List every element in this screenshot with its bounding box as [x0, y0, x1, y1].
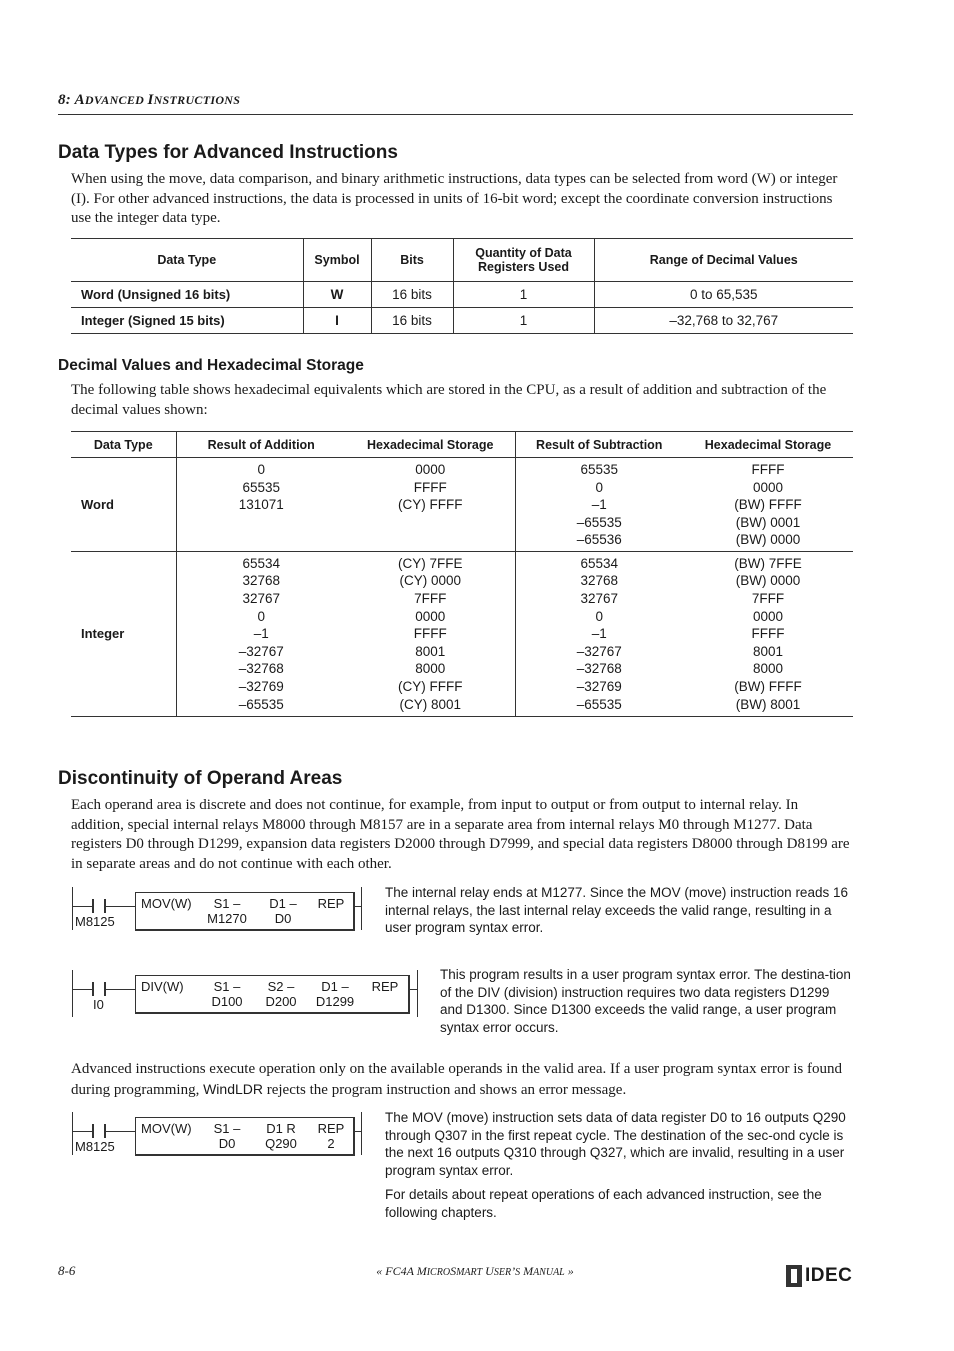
table-row [71, 282, 853, 308]
chapter-number: 8: [58, 92, 75, 108]
table-cell [346, 458, 515, 552]
table-cell: 1 [453, 308, 594, 334]
contact-label: M8125 [75, 1139, 115, 1154]
paragraph-text: Advanced instructions execute operation only on the available operands in the valid area. If a user program syntax error is found during programming, [71, 1061, 842, 1098]
cell-line: –32767 [576, 643, 622, 659]
table-row-word [71, 458, 853, 552]
cell-line: –1 [591, 626, 607, 642]
table-cell: 0 to 65,535 [594, 282, 853, 308]
ladder-wire [106, 906, 135, 907]
contact-label: M8125 [75, 914, 115, 929]
manual-title-part: ’ [511, 1264, 516, 1278]
cell-line: 7FFF [414, 591, 447, 607]
chapter-title-part: NSTRUCTIONS [153, 93, 241, 107]
contact-label: I0 [93, 997, 104, 1012]
cell-line: –1 [253, 626, 269, 642]
column-header: Range of Decimal Values [594, 239, 853, 282]
cell-line: –65535 [576, 514, 622, 530]
instruction-mnemonic: MOV(W) [141, 896, 192, 911]
cell-line: –32767 [238, 643, 284, 659]
logo-mark-cutout [791, 1269, 797, 1283]
cell-line: –1 [591, 497, 607, 513]
table-cell: Word [71, 458, 176, 552]
ladder-wire [72, 1131, 92, 1132]
operand-label: S1 – [213, 896, 241, 911]
cell-line: 0000 [752, 608, 784, 624]
ladder-note: The internal relay ends at M1277. Since the MOV (move) instruction reads 16 internal relays, the last internal relay exceeds the valid range, resulting in a user program syntax error. [385, 885, 848, 936]
manual-title-part: « FC4A M [376, 1264, 427, 1278]
chapter-title-part: A [74, 92, 85, 108]
manual-title [330, 1264, 620, 1279]
manual-title-part: M [520, 1264, 534, 1278]
operand-value: D0 [274, 911, 292, 926]
hex-storage-table [71, 431, 853, 717]
table-cell: –32,768 to 32,767 [594, 308, 853, 334]
manual-title-part: » [564, 1264, 574, 1278]
section-paragraph: Each operand area is discrete and does not continue, for example, from input to output or from output to internal relay. In addition, special internal relays M8000 through M8157 are in a separate area from internal relays M0 through M1277. Data registers D0 through D1299, expansion data registers D2000 through D7999, and special data registers D8000 through D8199 are in separate areas and do not continue with each other. [71, 797, 850, 872]
repeat-label: REP [317, 1121, 345, 1136]
ladder-note: This program results in a user program syntax error. The destina-tion of the DIV (division) instruction requires two data registers D1299 and D1300. Since D1300 exceeds the valid range, a user program syntax error occurs. [440, 967, 851, 1035]
table-header-row [71, 432, 853, 458]
operand-label: D1 R [266, 1121, 296, 1136]
manual-title-part: ICRO [426, 1267, 451, 1278]
power-rail [72, 1112, 73, 1155]
table-cell [176, 552, 346, 717]
column-header: Quantity of Data Registers Used [453, 239, 594, 282]
operand-value: D200 [265, 994, 297, 1009]
operand-label: S1 – [213, 1121, 241, 1136]
table-cell: 1 [453, 282, 594, 308]
cell-line: –32769 [238, 678, 284, 694]
cell-line: (CY) 8001 [399, 696, 462, 712]
repeat-label: REP [317, 896, 345, 911]
power-rail [72, 887, 73, 930]
cell-line: 32768 [580, 573, 619, 589]
power-rail [72, 970, 73, 1017]
table-cell: I [303, 308, 371, 334]
operand-value: D0 [218, 1136, 236, 1151]
cell-line: 0000 [415, 608, 446, 624]
ladder-note: For details about repeat operations of each advanced instruction, see the following chapters. [385, 1187, 822, 1220]
cell-line: (BW) 8001 [735, 696, 801, 712]
operand-label: S1 – [213, 979, 241, 994]
cell-line: 131071 [238, 497, 284, 513]
column-header: Data Type [71, 432, 176, 458]
ladder-wire [354, 1131, 361, 1132]
manual-title-part: S [515, 1267, 521, 1278]
column-header: Result of Addition [176, 432, 346, 458]
column-header: Data Type [71, 239, 303, 282]
cell-line: 0 [257, 462, 265, 477]
cell-line: –65535 [238, 696, 284, 712]
table-cell [515, 552, 683, 717]
cell-line: 0000 [415, 462, 446, 477]
cell-line: (CY) 7FFE [397, 555, 463, 571]
operand-label: D1 – [269, 896, 297, 911]
instruction-box [135, 1117, 355, 1156]
cell-line: (CY) FFFF [398, 497, 463, 513]
column-header: Hexadecimal Storage [346, 432, 515, 458]
table-cell: 16 bits [371, 308, 453, 334]
cell-line: (BW) FFFF [734, 678, 802, 694]
instruction-mnemonic: DIV(W) [141, 979, 184, 994]
cell-line: (CY) 0000 [399, 573, 462, 589]
cell-line: (BW) 0000 [735, 532, 801, 548]
cell-line: 32767 [242, 591, 281, 607]
cell-line: 32767 [580, 591, 619, 607]
operand-value: D100 [211, 994, 243, 1009]
cell-line: FFFF [413, 479, 447, 495]
ladder-wire [72, 906, 92, 907]
table-cell: Integer (Signed 15 bits) [71, 308, 303, 334]
table-cell [346, 552, 515, 717]
table-cell: W [303, 282, 371, 308]
cell-line: 8001 [752, 643, 784, 659]
contact-bar [92, 899, 94, 913]
idec-logo [786, 1265, 854, 1287]
table-header-row [71, 239, 853, 282]
cell-line: 0000 [752, 479, 784, 495]
manual-title-part: SER [493, 1267, 512, 1278]
section-paragraph [71, 1060, 853, 1100]
instruction-mnemonic: MOV(W) [141, 1121, 192, 1136]
table-row-integer [71, 552, 853, 717]
paragraph-text: rejects the program instruction and shows an error message. [262, 1081, 627, 1098]
instruction-box [135, 892, 355, 931]
cell-line: –32769 [576, 678, 622, 694]
header-rule [58, 114, 853, 115]
cell-line: –32768 [238, 661, 284, 677]
table-row [71, 308, 853, 334]
cell-line: (BW) 0000 [735, 573, 801, 589]
cell-line: 65534 [580, 555, 619, 571]
cell-line: 32768 [242, 573, 281, 589]
cell-line: FFFF [751, 626, 785, 642]
table-cell: Word (Unsigned 16 bits) [71, 282, 303, 308]
column-header: Result of Subtraction [515, 432, 683, 458]
cell-line: 8000 [752, 661, 784, 677]
ladder-wire [106, 989, 135, 990]
operand-value: Q290 [265, 1136, 297, 1151]
cell-line: (BW) 7FFE [734, 555, 802, 571]
cell-line: FFFF [751, 462, 785, 477]
repeat-label: REP [371, 979, 399, 994]
section-title-data-types: Data Types for Advanced Instructions [58, 142, 398, 163]
cell-line: –65536 [576, 532, 622, 548]
ladder-wire [72, 989, 92, 990]
data-types-table [71, 238, 853, 334]
manual-title-part: U [482, 1264, 494, 1278]
cell-line: (CY) FFFF [398, 678, 463, 694]
power-rail [361, 887, 362, 930]
power-rail [361, 1112, 362, 1155]
section-title-decimal-hex: Decimal Values and Hexadecimal Storage [58, 357, 364, 374]
chapter-header [58, 92, 240, 109]
table-cell: 16 bits [371, 282, 453, 308]
cell-line: –32768 [576, 661, 622, 677]
cell-line: 7FFF [751, 591, 785, 607]
manual-title-part: MART [456, 1267, 483, 1278]
cell-line: FFFF [413, 626, 447, 642]
manual-title-part: S [450, 1264, 457, 1278]
cell-line: (BW) FFFF [734, 497, 802, 513]
cell-line: 0 [257, 608, 265, 624]
operand-value: M1270 [207, 911, 247, 926]
cell-line: 65534 [242, 555, 281, 571]
ladder-wire [354, 906, 361, 907]
cell-line: 0 [595, 479, 603, 495]
cell-line: 8000 [415, 661, 446, 677]
table-cell [683, 552, 853, 717]
operand-value: D1299 [315, 994, 355, 1009]
column-header: Symbol [303, 239, 371, 282]
cell-line: 65535 [580, 462, 619, 477]
manual-title-part: ANUAL [533, 1267, 565, 1278]
column-header: Bits [371, 239, 453, 282]
section-paragraph: The following table shows hexadecimal equivalents which are stored in the CPU, as a result of addition and subtraction of the decimal values shown: [71, 382, 827, 418]
cell-line: 8001 [415, 643, 446, 659]
ladder-note: The MOV (move) instruction sets data of data register D0 to 16 outputs Q290 through Q307 in the first repeat cycle. The destination of the sec-ond cycle is the next 16 outputs Q310 through Q327, which are invalid, resulting in a user program syntax error. [385, 1110, 846, 1178]
software-name: WindLDR [203, 1080, 263, 1097]
ladder-wire [106, 1131, 135, 1132]
chapter-title-part: I [147, 92, 154, 108]
logo-text: IDEC [805, 1265, 853, 1286]
cell-line: –65535 [576, 696, 622, 712]
table-cell: Integer [71, 552, 176, 717]
section-title-discontinuity: Discontinuity of Operand Areas [58, 768, 343, 789]
contact-bar [92, 1124, 94, 1138]
column-header: Hexadecimal Storage [683, 432, 853, 458]
chapter-title-part: DVANCED [84, 93, 148, 107]
cell-line: 0 [595, 608, 603, 624]
power-rail [417, 970, 418, 1017]
table-cell [176, 458, 346, 552]
table-cell [515, 458, 683, 552]
operand-label: S2 – [267, 979, 295, 994]
section-paragraph: When using the move, data comparison, and binary arithmetic instructions, data types can be selected from word (W) or integer (I). For other advanced instructions, the data is processed in units of 16-bit word; except the coordinate conversion instructions use the integer data type. [71, 171, 838, 226]
cell-line: (BW) 0001 [735, 514, 801, 530]
repeat-value: 2 [327, 1136, 335, 1151]
table-cell [683, 458, 853, 552]
operand-label: D1 – [321, 979, 349, 994]
instruction-box [135, 975, 410, 1014]
cell-line: 65535 [242, 479, 281, 495]
ladder-wire [409, 989, 417, 990]
contact-bar [92, 982, 94, 996]
page-number: 8-6 [58, 1263, 76, 1278]
